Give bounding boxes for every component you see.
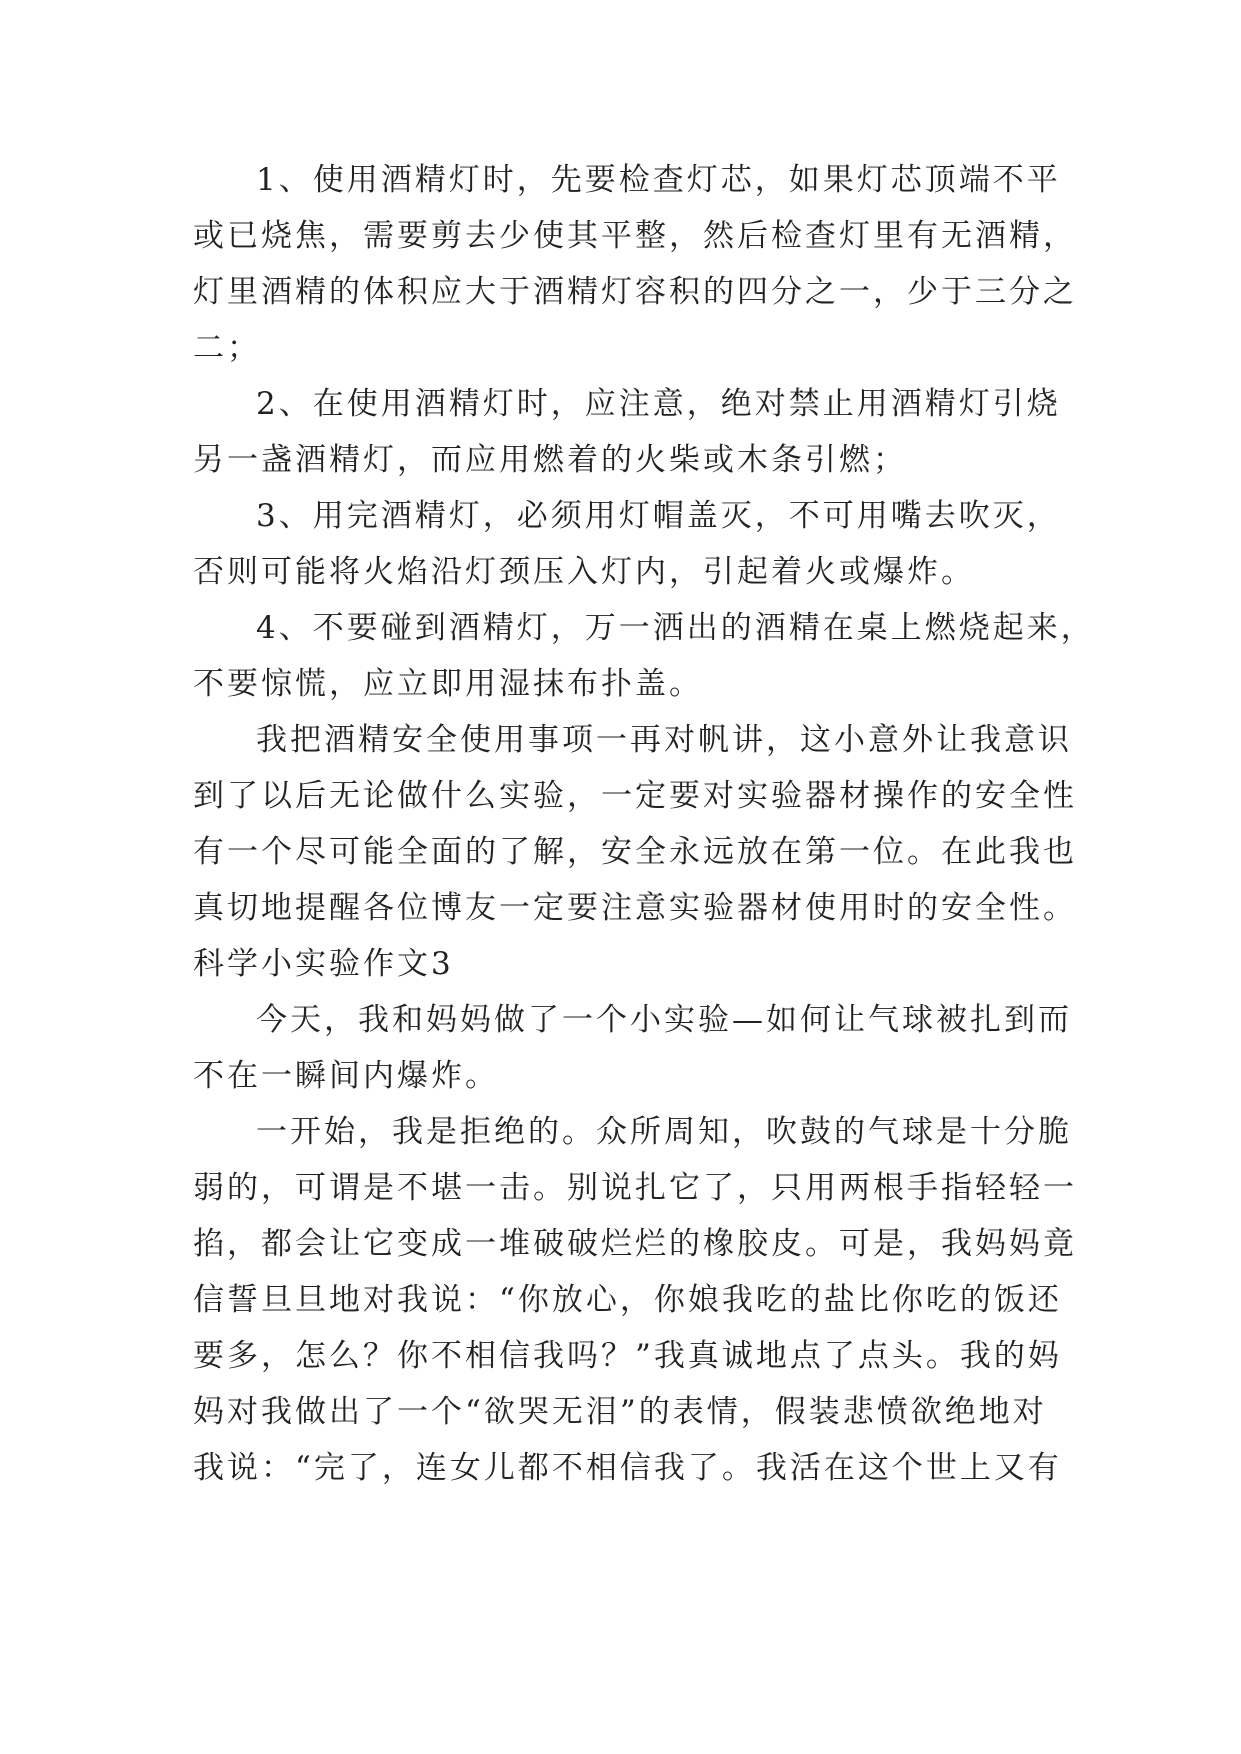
text-line: 掐，都会让它变成一堆破破烂烂的橡胶皮。可是，我妈妈竟 bbox=[193, 1226, 1077, 1262]
text-line: 不要惊慌，应立即用湿抹布扑盖。 bbox=[193, 666, 703, 702]
section-heading: 科学小实验作文3 bbox=[193, 946, 454, 982]
text-line: 否则可能将火焰沿灯颈压入灯内，引起着火或爆炸。 bbox=[193, 554, 975, 590]
text-line: 我说：“完了，连女儿都不相信我了。我活在这个世上又有 bbox=[193, 1450, 1062, 1486]
text-line: 灯里酒精的体积应大于酒精灯容积的四分之一，少于三分之 bbox=[193, 274, 1077, 310]
text-line: 到了以后无论做什么实验，一定要对实验器材操作的安全性 bbox=[193, 778, 1077, 814]
document-body bbox=[193, 152, 1095, 1496]
text-line: 有一个尽可能全面的了解，安全永远放在第一位。在此我也 bbox=[193, 834, 1077, 870]
text-line: 2、在使用酒精灯时，应注意，绝对禁止用酒精灯引烧 bbox=[256, 386, 1061, 422]
text-line: 真切地提醒各位博友一定要注意实验器材使用时的安全性。 bbox=[193, 890, 1077, 926]
text-line: 信誓旦旦地对我说：“你放心，你娘我吃的盐比你吃的饭还 bbox=[193, 1282, 1062, 1318]
text-line: 弱的，可谓是不堪一击。别说扎它了，只用两根手指轻轻一 bbox=[193, 1170, 1077, 1206]
text-line: 或已烧焦，需要剪去少使其平整，然后检查灯里有无酒精， bbox=[193, 218, 1077, 254]
text-line: 不在一瞬间内爆炸。 bbox=[193, 1058, 499, 1094]
text-line: 一开始，我是拒绝的。众所周知，吹鼓的气球是十分脆 bbox=[256, 1114, 1072, 1150]
text-line: 今天，我和妈妈做了一个小实验—如何让气球被扎到而 bbox=[256, 1002, 1072, 1038]
text-line: 3、用完酒精灯，必须用灯帽盖灭，不可用嘴去吹灭， bbox=[256, 498, 1061, 534]
text-line: 另一盏酒精灯，而应用燃着的火柴或木条引燃； bbox=[193, 442, 907, 478]
text-line: 二； bbox=[193, 330, 261, 366]
text-line: 1、使用酒精灯时，先要检查灯芯，如果灯芯顶端不平 bbox=[256, 162, 1061, 198]
text-line: 妈对我做出了一个“欲哭无泪”的表情，假装悲愤欲绝地对 bbox=[193, 1394, 1047, 1430]
text-line: 要多，怎么？你不相信我吗？”我真诚地点了点头。我的妈 bbox=[193, 1338, 1062, 1374]
text-line: 我把酒精安全使用事项一再对帆讲，这小意外让我意识 bbox=[256, 722, 1072, 758]
text-line: 4、不要碰到酒精灯，万一洒出的酒精在桌上燃烧起来， bbox=[256, 610, 1095, 646]
